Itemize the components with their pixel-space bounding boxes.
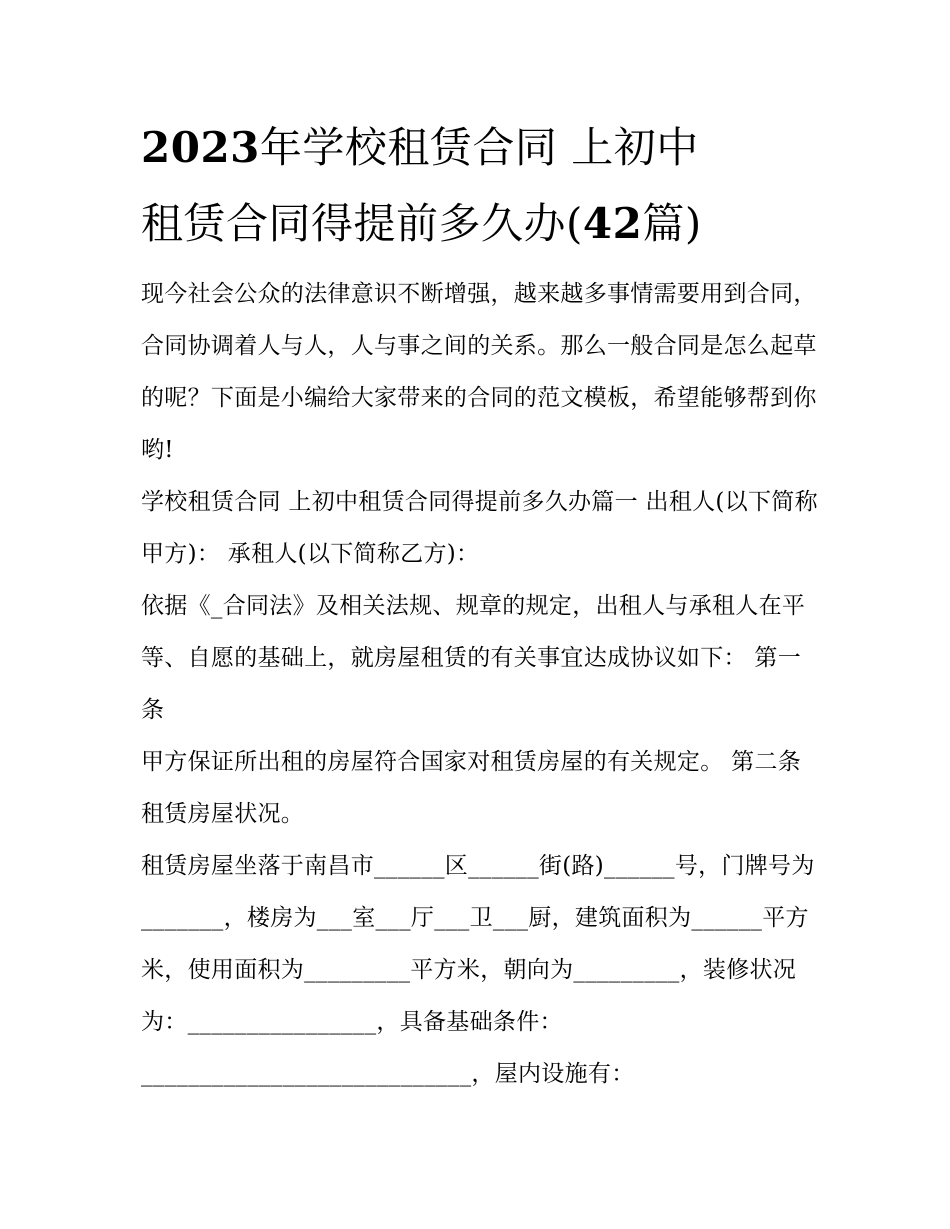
parties-paragraph: 学校租赁合同 上初中租赁合同得提前多久办篇一 出租人(以下简称甲方)： 承租人(以下简称乙方)： <box>141 489 818 567</box>
title-count: 42 <box>582 199 643 248</box>
property-paragraph: 租赁房屋坐落于南昌市______区______街(路)______号，门牌号为_______，楼房为___室___厅___卫___厨，建筑面积为______平方米，使用面积为_________平方米，朝向为_________，装修状况为：________________，具备基础条件：____________________________，屋内设施有： <box>141 853 815 1087</box>
intro-paragraph: 现今社会公众的法律意识不断增强，越来越多事情需要用到合同，合同协调着人与人，人与事之间的关系。那么一般合同是怎么起草的呢？下面是小编给大家带来的合同的范文模板，希望能够帮到你哟! <box>141 281 817 463</box>
title-year: 2023 <box>141 123 260 172</box>
document-page <box>141 110 821 1100</box>
title-line2-text: 租赁合同得提前多久办( <box>141 199 583 248</box>
title-line2-end: 篇) <box>642 199 702 248</box>
document-title <box>141 110 821 262</box>
document-body <box>141 268 821 1100</box>
guarantee-paragraph: 甲方保证所出租的房屋符合国家对租赁房屋的有关规定。 第二条 租赁房屋状况。 <box>141 749 802 827</box>
basis-paragraph: 依据《_合同法》及相关法规、规章的规定，出租人与承租人在平等、自愿的基础上，就房屋租赁的有关事宜达成协议如下： 第一条 <box>141 593 806 723</box>
title-line1-text: 年学校租赁合同 上初中 <box>259 123 699 172</box>
